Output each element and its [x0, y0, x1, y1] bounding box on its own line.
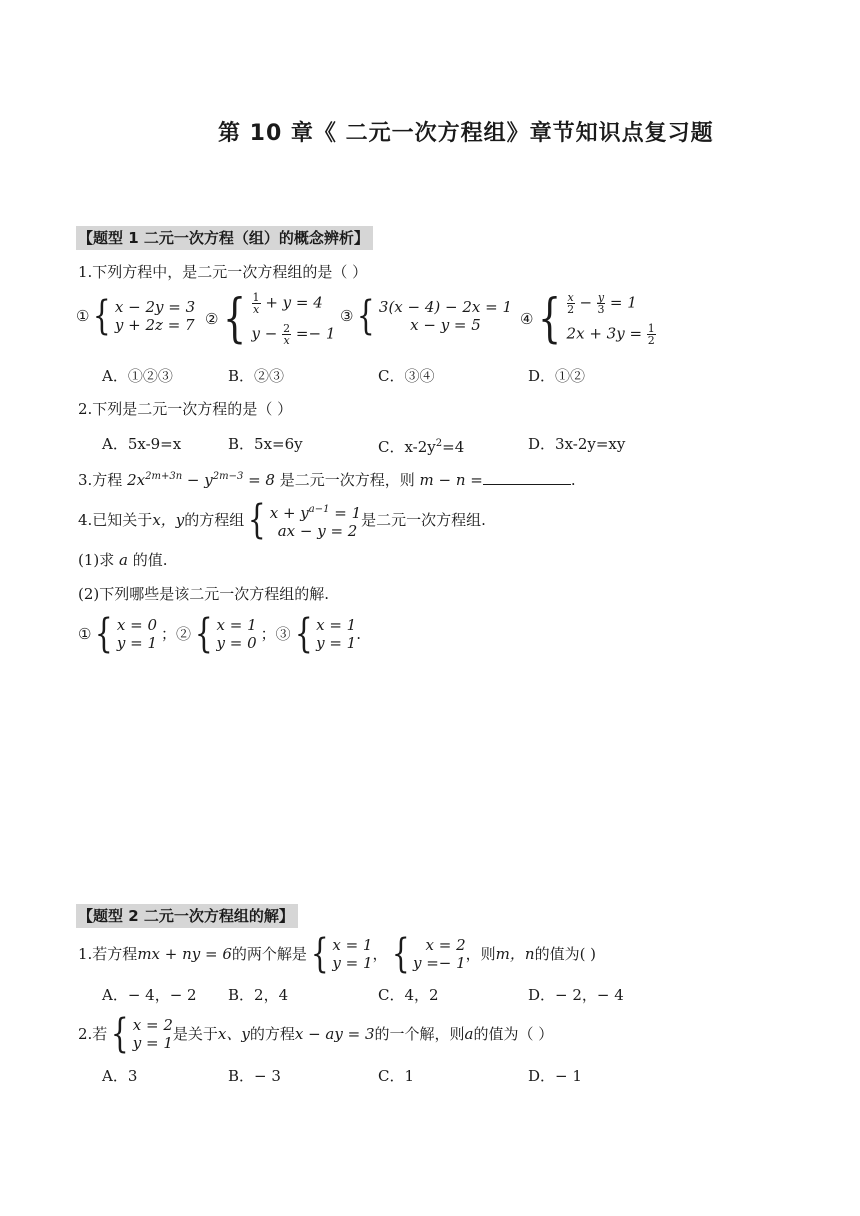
q2-option-d: D．3x-2y=xy [528, 435, 626, 453]
q4-system-line-1: $x + y^{a-1} = 1$ [269, 503, 362, 522]
s2-q1-option-c: C．4，2 [378, 986, 439, 1004]
question-3: 3.方程 $2x^{2m+3n} - y^{2m-3} = 8$ 是二元一次方程，则 m − n = . [78, 467, 576, 490]
question-4: 4.已知关于 x，y 的方程组 { $x + y^{a-1} = 1$ ax − y = 2 是二元一次方程组. [78, 497, 486, 543]
question-4-solutions: ① { x = 0 y = 1 ；② { x = 1 y = 0 ；③ { x = 1 y = 1 . [78, 611, 361, 657]
page-title: 第 10 章《 二元一次方程组》章节知识点复习题 [218, 121, 714, 146]
q2-option-b: B．5x=6y [228, 435, 303, 453]
equation-system-4: ④ { $\frac{x}{2}$ − $\frac{y}{3}$ = 1 2x + 3y = $\frac{1}{2}$ [520, 289, 655, 349]
s2-q1-option-d: D．− 2，− 4 [528, 986, 624, 1004]
equation-system-1: ① { x − 2y = 3 y + 2z = 7 [76, 293, 196, 339]
s2-q2-option-d: D．− 1 [528, 1067, 582, 1085]
answer-blank[interactable] [483, 468, 571, 485]
section2-question-2: 2.若 { x = 2 y = 1 是关于 x、y 的方程 x − ay = 3 的一个解，则 a 的值为（ ） [78, 1011, 554, 1057]
q2-option-c: C．$x-2y^2=4$ [378, 438, 465, 456]
equation-system-2: ② { $\frac{1}{x}$ + y = 4 y − $\frac{2}{x}$ =− 1 [205, 289, 336, 349]
question-1-stem: 1.下列方程中，是二元一次方程组的是（ ） [78, 263, 368, 281]
s2-q2-option-c: C．1 [378, 1067, 415, 1085]
q1-option-b: B．②③ [228, 367, 285, 385]
section-heading-type1: 【题型 1 二元一次方程（组）的概念辨析】 [76, 226, 373, 250]
s2-q1-option-b: B．2，4 [228, 986, 289, 1004]
system-4-line-1: $\frac{x}{2}$ − $\frac{y}{3}$ = 1 [567, 291, 637, 316]
circle-marker-3: ③ [340, 307, 354, 325]
system-3-line-1: 3(x − 4) − 2x = 1 [378, 298, 513, 316]
question-4-part-1: (1)求 a 的值. [78, 551, 168, 569]
s2-q2-option-b: B．− 3 [228, 1067, 281, 1085]
system-1-line-1: x − 2y = 3 [114, 298, 196, 316]
system-4-line-2: 2x + 3y = $\frac{1}{2}$ [566, 322, 655, 347]
s2-q1-option-a: A．− 4，− 2 [102, 986, 197, 1004]
q1-option-a: A．①②③ [102, 367, 173, 385]
circle-marker-1: ① [76, 307, 90, 325]
q1-option-d: D．①② [528, 367, 586, 385]
system-1-line-2: y + 2z = 7 [114, 316, 195, 334]
question-2-stem: 2.下列是二元一次方程的是（ ） [78, 400, 293, 418]
equation-system-3: ③ { 3(x − 4) − 2x = 1 x − y = 5 [340, 293, 513, 339]
circle-marker-4: ④ [520, 310, 534, 328]
system-3-line-2: x − y = 5 [410, 316, 481, 334]
q4-system-line-2: ax − y = 2 [277, 521, 358, 540]
q2-option-a: A．5x-9=x [102, 435, 182, 453]
section-heading-type2: 【题型 2 二元一次方程组的解】 [76, 904, 298, 928]
system-2-line-1: $\frac{1}{x}$ + y = 4 [252, 291, 323, 316]
s2-q2-option-a: A．3 [102, 1067, 138, 1085]
system-2-line-2: y − $\frac{2}{x}$ =− 1 [251, 322, 336, 347]
q3-equation: $2x^{2m+3n} - y^{2m-3} = 8$ [127, 471, 275, 489]
section2-question-1: 1.若方程 mx + ny = 6 的两个解是 { x = 1 y = 1 ， { x = 2 y =− 1 ，则 m，n 的值为( ) [78, 931, 597, 977]
question-4-part-2: (2)下列哪些是该二元一次方程组的解. [78, 585, 330, 603]
q1-option-c: C．③④ [378, 367, 435, 385]
circle-marker-2: ② [205, 310, 219, 328]
